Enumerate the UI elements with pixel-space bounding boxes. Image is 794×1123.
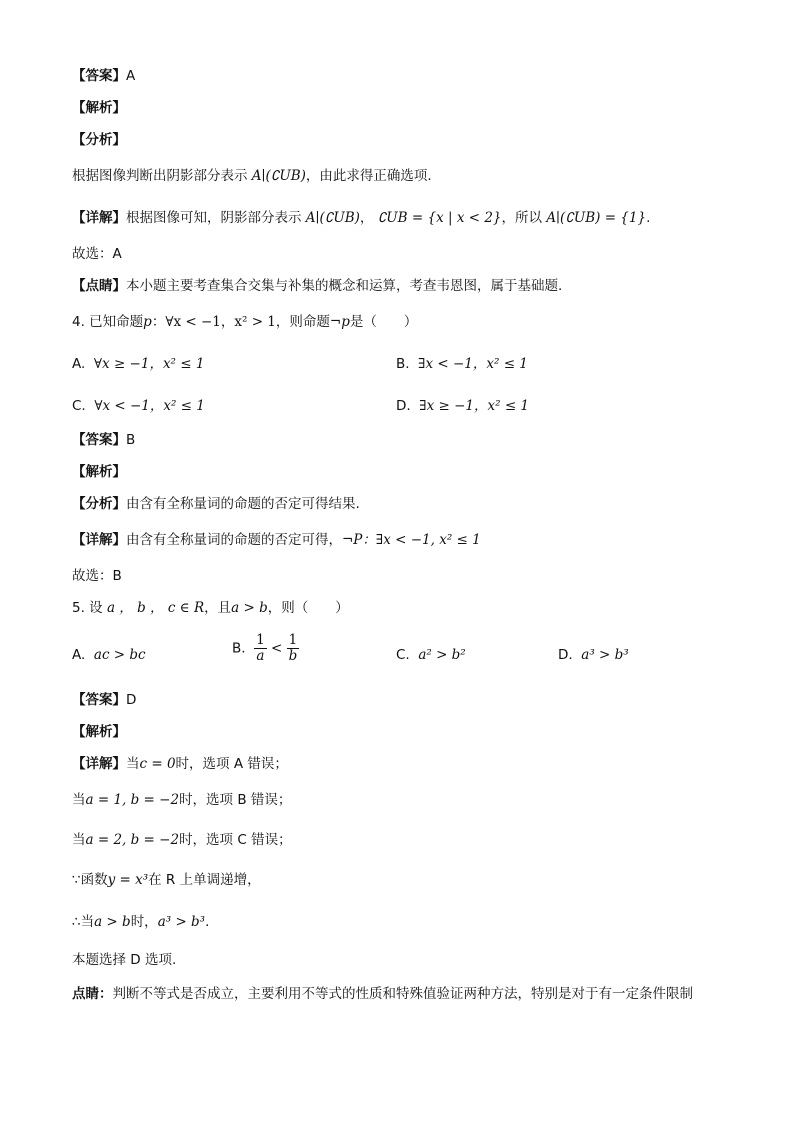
text-span: 5. 设 xyxy=(72,600,103,616)
text-span: 4. 已知命题 xyxy=(72,314,144,330)
answer-value: D xyxy=(126,692,137,708)
math-expr: a ， b ， c ∈ R xyxy=(106,600,205,616)
q4-xiangjie xyxy=(72,530,734,550)
xiangjie-tag: 【详解】 xyxy=(72,210,126,226)
analysis-tag: 【解析】 xyxy=(72,724,126,740)
option-expr: ac > bc xyxy=(93,647,146,663)
text-span: 当 xyxy=(72,832,86,848)
math-expr: ¬P：∃x < −1, x² ≤ 1 xyxy=(342,532,481,548)
answer-line xyxy=(72,66,734,86)
text-span: 根据图像可知，阴影部分表示 xyxy=(126,210,302,226)
option-label: C. xyxy=(396,647,410,663)
fraction-denominator: b xyxy=(288,648,298,664)
q5-line-5 xyxy=(72,912,734,932)
math-expr: A∣(∁UB) xyxy=(251,168,306,184)
math-expr: a > b xyxy=(94,914,131,930)
q5-option-d[interactable] xyxy=(558,645,629,665)
question-5-stem xyxy=(72,598,734,618)
text-span: 当 xyxy=(72,792,86,808)
text-span: ∴当 xyxy=(72,914,95,930)
answer-tag: 【答案】 xyxy=(72,68,126,84)
option-expr: a² > b² xyxy=(418,647,466,663)
answer-value: A xyxy=(126,68,136,84)
fraction-1-over-b xyxy=(287,633,300,664)
math-expr: y = x³ xyxy=(107,872,149,888)
text-span: ，且 xyxy=(204,600,232,616)
text-span: 时，选项 C 错误； xyxy=(179,832,292,848)
question-4-stem xyxy=(72,312,734,332)
fenxi-text: 由含有全称量词的命题的否定可得结果. xyxy=(126,496,360,512)
analysis-heading xyxy=(72,98,734,118)
q4-option-b[interactable] xyxy=(396,354,528,374)
math-expr: A∣(∁UB) xyxy=(305,210,360,226)
answer-value: B xyxy=(126,432,136,448)
dianjing-tag: 【点睛】 xyxy=(72,278,126,294)
q5-option-a[interactable] xyxy=(72,645,146,665)
math-expr: a = 2, b = −2 xyxy=(85,832,180,848)
math-expr: ：∀x < −1，x² > 1，则命题 xyxy=(151,314,330,330)
q4-conclusion xyxy=(72,566,734,586)
dianjing-tag: 点睛： xyxy=(72,986,113,1002)
q4-fenxi xyxy=(72,494,734,514)
q4-option-d[interactable] xyxy=(396,396,529,416)
math-expr: a > b xyxy=(231,600,268,616)
xiangjie-line xyxy=(72,208,734,228)
text-span: 本题选择 D 选项. xyxy=(72,952,177,968)
less-than-sign: < xyxy=(271,640,283,657)
option-expr: ∃x < −1，x² ≤ 1 xyxy=(418,356,528,372)
option-label: C. xyxy=(72,398,86,414)
q5-dianjing xyxy=(72,984,734,1004)
fenxi-tag: 【分析】 xyxy=(72,132,126,148)
dianjing-text: 本小题主要考查集合交集与补集的概念和运算，考查韦恩图，属于基础题. xyxy=(126,278,563,294)
fraction-1-over-a xyxy=(254,633,267,664)
text-span: 在 R 上单调递增， xyxy=(148,872,261,888)
q5-option-b[interactable] xyxy=(232,633,299,664)
answer-tag: 【答案】 xyxy=(72,692,126,708)
text-span: ， xyxy=(359,210,374,226)
q4-option-c[interactable] xyxy=(72,396,205,416)
option-expr: ∀x < −1，x² ≤ 1 xyxy=(94,398,205,414)
q4-analysis-heading xyxy=(72,462,734,482)
q4-option-a[interactable] xyxy=(72,354,204,374)
analysis-tag: 【解析】 xyxy=(72,464,126,480)
q5-line-6 xyxy=(72,950,734,970)
text-span: 根据图像判断出阴影部分表示 xyxy=(72,168,248,184)
conclusion-line xyxy=(72,244,734,264)
text-span: . xyxy=(205,914,210,930)
option-label: D. xyxy=(558,647,573,663)
text-span: 是（ ） xyxy=(349,314,418,330)
math-expr: ¬p xyxy=(329,314,350,330)
answer-tag: 【答案】 xyxy=(72,432,126,448)
option-label: D. xyxy=(396,398,411,414)
text-span: 由含有全称量词的命题的否定可得， xyxy=(126,532,342,548)
analysis-tag: 【解析】 xyxy=(72,100,126,116)
text-span: ∵函数 xyxy=(72,872,108,888)
conclusion-text: 故选：A xyxy=(72,246,122,262)
math-expr: a = 1, b = −2 xyxy=(85,792,180,808)
fraction-denominator: a xyxy=(256,648,265,664)
math-expr: c = 0 xyxy=(139,756,176,772)
xiangjie-tag: 【详解】 xyxy=(72,532,126,548)
math-expr: ∁UB = {x | x < 2} xyxy=(377,210,502,226)
conclusion-text: 故选：B xyxy=(72,568,122,584)
option-expr: a³ > b³ xyxy=(581,647,629,663)
dianjing-line xyxy=(72,276,734,296)
option-label: A. xyxy=(72,356,86,372)
fenxi-heading xyxy=(72,130,734,150)
q5-line-3 xyxy=(72,830,734,850)
fenxi-tag: 【分析】 xyxy=(72,496,126,512)
text-span: 当 xyxy=(126,756,140,772)
dianjing-text: 判断不等式是否成立，主要利用不等式的性质和特殊值验证两种方法，特别是对于有一定条件限制 xyxy=(112,986,693,1002)
text-span: 时，选项 B 错误； xyxy=(179,792,292,808)
math-expr: A∣(∁UB) = {1} xyxy=(546,210,647,226)
option-expr: ∀x ≥ −1，x² ≤ 1 xyxy=(93,356,205,372)
option-label: B. xyxy=(396,356,410,372)
fraction-numerator: 1 xyxy=(288,632,298,648)
q5-line-4 xyxy=(72,870,734,890)
q5-analysis-heading xyxy=(72,722,734,742)
fenxi-text xyxy=(72,166,734,186)
math-expr: p xyxy=(143,314,152,330)
text-span: ，由此求得正确选项. xyxy=(305,168,432,184)
text-span: ，则（ ） xyxy=(267,600,349,616)
text-span: 时， xyxy=(130,914,158,930)
fraction-numerator: 1 xyxy=(256,632,265,648)
text-span: 时，选项 A 错误； xyxy=(175,756,288,772)
option-label: B. xyxy=(232,640,246,657)
q5-answer xyxy=(72,690,734,710)
q5-xiangjie xyxy=(72,754,734,774)
xiangjie-tag: 【详解】 xyxy=(72,756,126,772)
q5-line-2 xyxy=(72,790,734,810)
text-span: ，所以 xyxy=(501,210,543,226)
q5-option-c[interactable] xyxy=(396,645,466,665)
option-expr: ∃x ≥ −1，x² ≤ 1 xyxy=(419,398,530,414)
q4-answer xyxy=(72,430,734,450)
text-span: . xyxy=(646,210,651,226)
option-label: A. xyxy=(72,647,86,663)
math-expr: a³ > b³ xyxy=(157,914,206,930)
